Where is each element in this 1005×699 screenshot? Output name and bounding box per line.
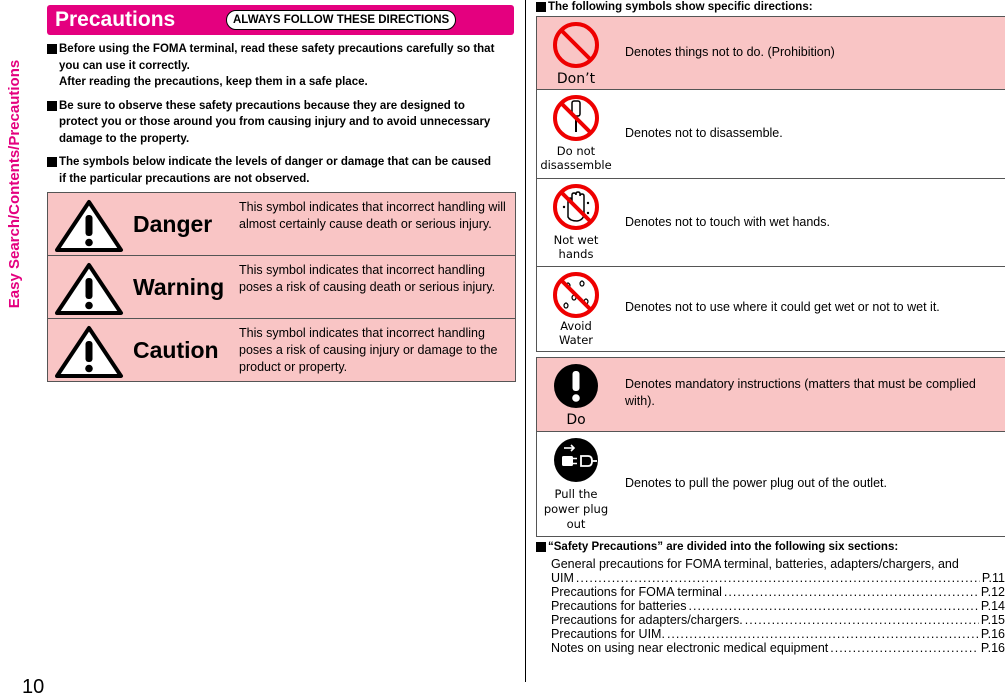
toc-item-title[interactable]: Precautions for batteries [551, 599, 687, 613]
side-tab-label[interactable]: Easy Search/Contents/Precautions [6, 59, 23, 309]
symbol-caption: power plug [543, 502, 609, 516]
page-title: Precautions [55, 8, 176, 31]
toc-item[interactable] [551, 585, 1005, 599]
bullet-square-icon [536, 542, 546, 552]
intro-line: After reading the precautions, keep them in a safe place. [59, 76, 368, 88]
toc-item-page[interactable]: P.16 [980, 641, 1005, 655]
toc-item-page[interactable]: P.16 [980, 627, 1005, 641]
bullet-square-icon [47, 44, 57, 54]
leader-dots [667, 627, 979, 641]
page-number: 10 [22, 676, 45, 698]
toc-item[interactable] [551, 627, 1005, 641]
intro-line: Before using the FOMA terminal, read these safety precautions carefully so that [59, 43, 495, 55]
symbol-row-prohibition [537, 17, 1005, 90]
symbol-caption: Water [559, 333, 593, 347]
intro-line: The symbols below indicate the levels of danger or damage that can be caused [59, 156, 492, 168]
toc [551, 557, 1005, 655]
level-description: This symbol indicates that incorrect handling poses a risk of causing injury or damage to the product or property. [239, 326, 498, 374]
leader-dots [724, 585, 979, 599]
intro [47, 41, 514, 187]
symbol-row-avoid-water [537, 267, 1005, 351]
toc-item-page[interactable]: P.15 [980, 613, 1005, 627]
toc-item-title[interactable]: Notes on using near electronic medical equipment [551, 641, 829, 655]
prohibition-icon [552, 21, 600, 69]
symbol-caption: hands [558, 247, 594, 261]
sections-heading-text: “Safety Precautions” are divided into the following six sections: [548, 541, 899, 553]
prohibition-symbols-table [536, 16, 1005, 352]
mandatory-symbols-table [536, 357, 1005, 537]
warning-triangle-icon [54, 325, 124, 379]
sections-list [536, 540, 1005, 655]
intro-line: Be sure to observe these safety precautions because they are designed to [59, 99, 465, 112]
toc-item[interactable] [551, 641, 1005, 655]
symbol-description: Denotes to pull the power plug out of the outlet. [625, 476, 887, 490]
column-divider [525, 0, 526, 682]
level-description: This symbol indicates that incorrect handling will almost certainly cause death or serious injury. [239, 200, 506, 231]
toc-item-page[interactable]: P.11 [981, 571, 1005, 585]
toc-item[interactable] [551, 557, 1005, 571]
toc-item-title[interactable]: General precautions for FOMA terminal, batteries, adapters/chargers, and [551, 557, 959, 571]
bullet-square-icon [47, 157, 57, 167]
toc-item-title[interactable]: UIM [551, 571, 574, 585]
symbol-caption: Don’t [556, 71, 596, 87]
level-description: This symbol indicates that incorrect handling poses a risk of causing death or serious injury. [239, 263, 496, 294]
intro-paragraph [47, 98, 514, 148]
symbol-description: Denotes not to use where it could get wet or not to wet it. [625, 300, 940, 314]
level-name: Warning [133, 274, 225, 300]
symbol-caption: disassemble [540, 158, 612, 172]
danger-levels-table [47, 192, 516, 382]
toc-item-page[interactable]: P.12 [980, 585, 1005, 599]
leader-dots [830, 641, 979, 655]
symbol-caption: Pull the [554, 487, 598, 501]
toc-item-title[interactable]: Precautions for FOMA terminal [551, 585, 722, 599]
intro-line: if the particular precautions are not observed. [59, 172, 310, 185]
bullet-square-icon [47, 101, 57, 111]
level-row-warning [48, 256, 515, 319]
side-tab[interactable] [0, 0, 30, 699]
symbol-row-no-wet-hands [537, 179, 1005, 267]
symbol-description: Denotes not to touch with wet hands. [625, 215, 830, 229]
level-name: Caution [133, 337, 219, 363]
symbol-description: Denotes things not to do. (Prohibition) [625, 45, 835, 59]
toc-item-title[interactable]: Precautions for UIM. [551, 627, 665, 641]
leader-dots [576, 571, 980, 585]
symbol-row-mandatory [537, 358, 1005, 432]
warning-triangle-icon [54, 262, 124, 316]
intro-paragraph [47, 154, 514, 187]
symbol-caption: Not wet [553, 233, 599, 247]
symbol-description: Denotes mandatory instructions (matters that must be complied with). [625, 377, 976, 408]
leader-dots [745, 613, 979, 627]
leader-dots [689, 599, 979, 613]
toc-item-page[interactable]: P.14 [980, 599, 1005, 613]
intro-line: damage to the property. [59, 132, 190, 145]
level-row-danger [48, 193, 515, 256]
left-column [47, 5, 514, 374]
title-bar [47, 5, 514, 35]
symbol-row-no-disassemble [537, 90, 1005, 179]
always-follow-badge: ALWAYS FOLLOW THESE DIRECTIONS [226, 10, 456, 30]
toc-item-title[interactable]: Precautions for adapters/chargers. [551, 613, 743, 627]
intro-line: you can use it correctly. [59, 59, 190, 72]
bullet-square-icon [536, 2, 546, 12]
avoid-water-icon [552, 271, 600, 319]
symbol-description: Denotes not to disassemble. [625, 126, 783, 140]
symbol-caption: Do [566, 412, 586, 428]
level-row-caution [48, 319, 515, 381]
intro-line: protect you or those around you from causing injury and to avoid unnecessary [59, 116, 491, 128]
symbol-caption: Do not [556, 144, 596, 158]
toc-item[interactable] [551, 599, 1005, 613]
warning-triangle-icon [54, 199, 124, 253]
intro-paragraph [47, 41, 514, 91]
symbol-row-unplug [537, 432, 1005, 536]
symbol-caption: out [566, 517, 586, 531]
sections-heading [536, 540, 1005, 554]
no-wet-hands-icon [552, 183, 600, 231]
toc-item[interactable] [551, 613, 1005, 627]
level-name: Danger [133, 211, 213, 237]
no-disassemble-icon [552, 94, 600, 142]
symbols-heading-text: The following symbols show specific directions: [548, 1, 813, 13]
mandatory-icon [552, 362, 600, 410]
symbols-heading [536, 0, 813, 14]
unplug-icon [552, 436, 600, 484]
symbol-caption: Avoid [560, 319, 592, 333]
toc-item[interactable] [551, 571, 1005, 585]
